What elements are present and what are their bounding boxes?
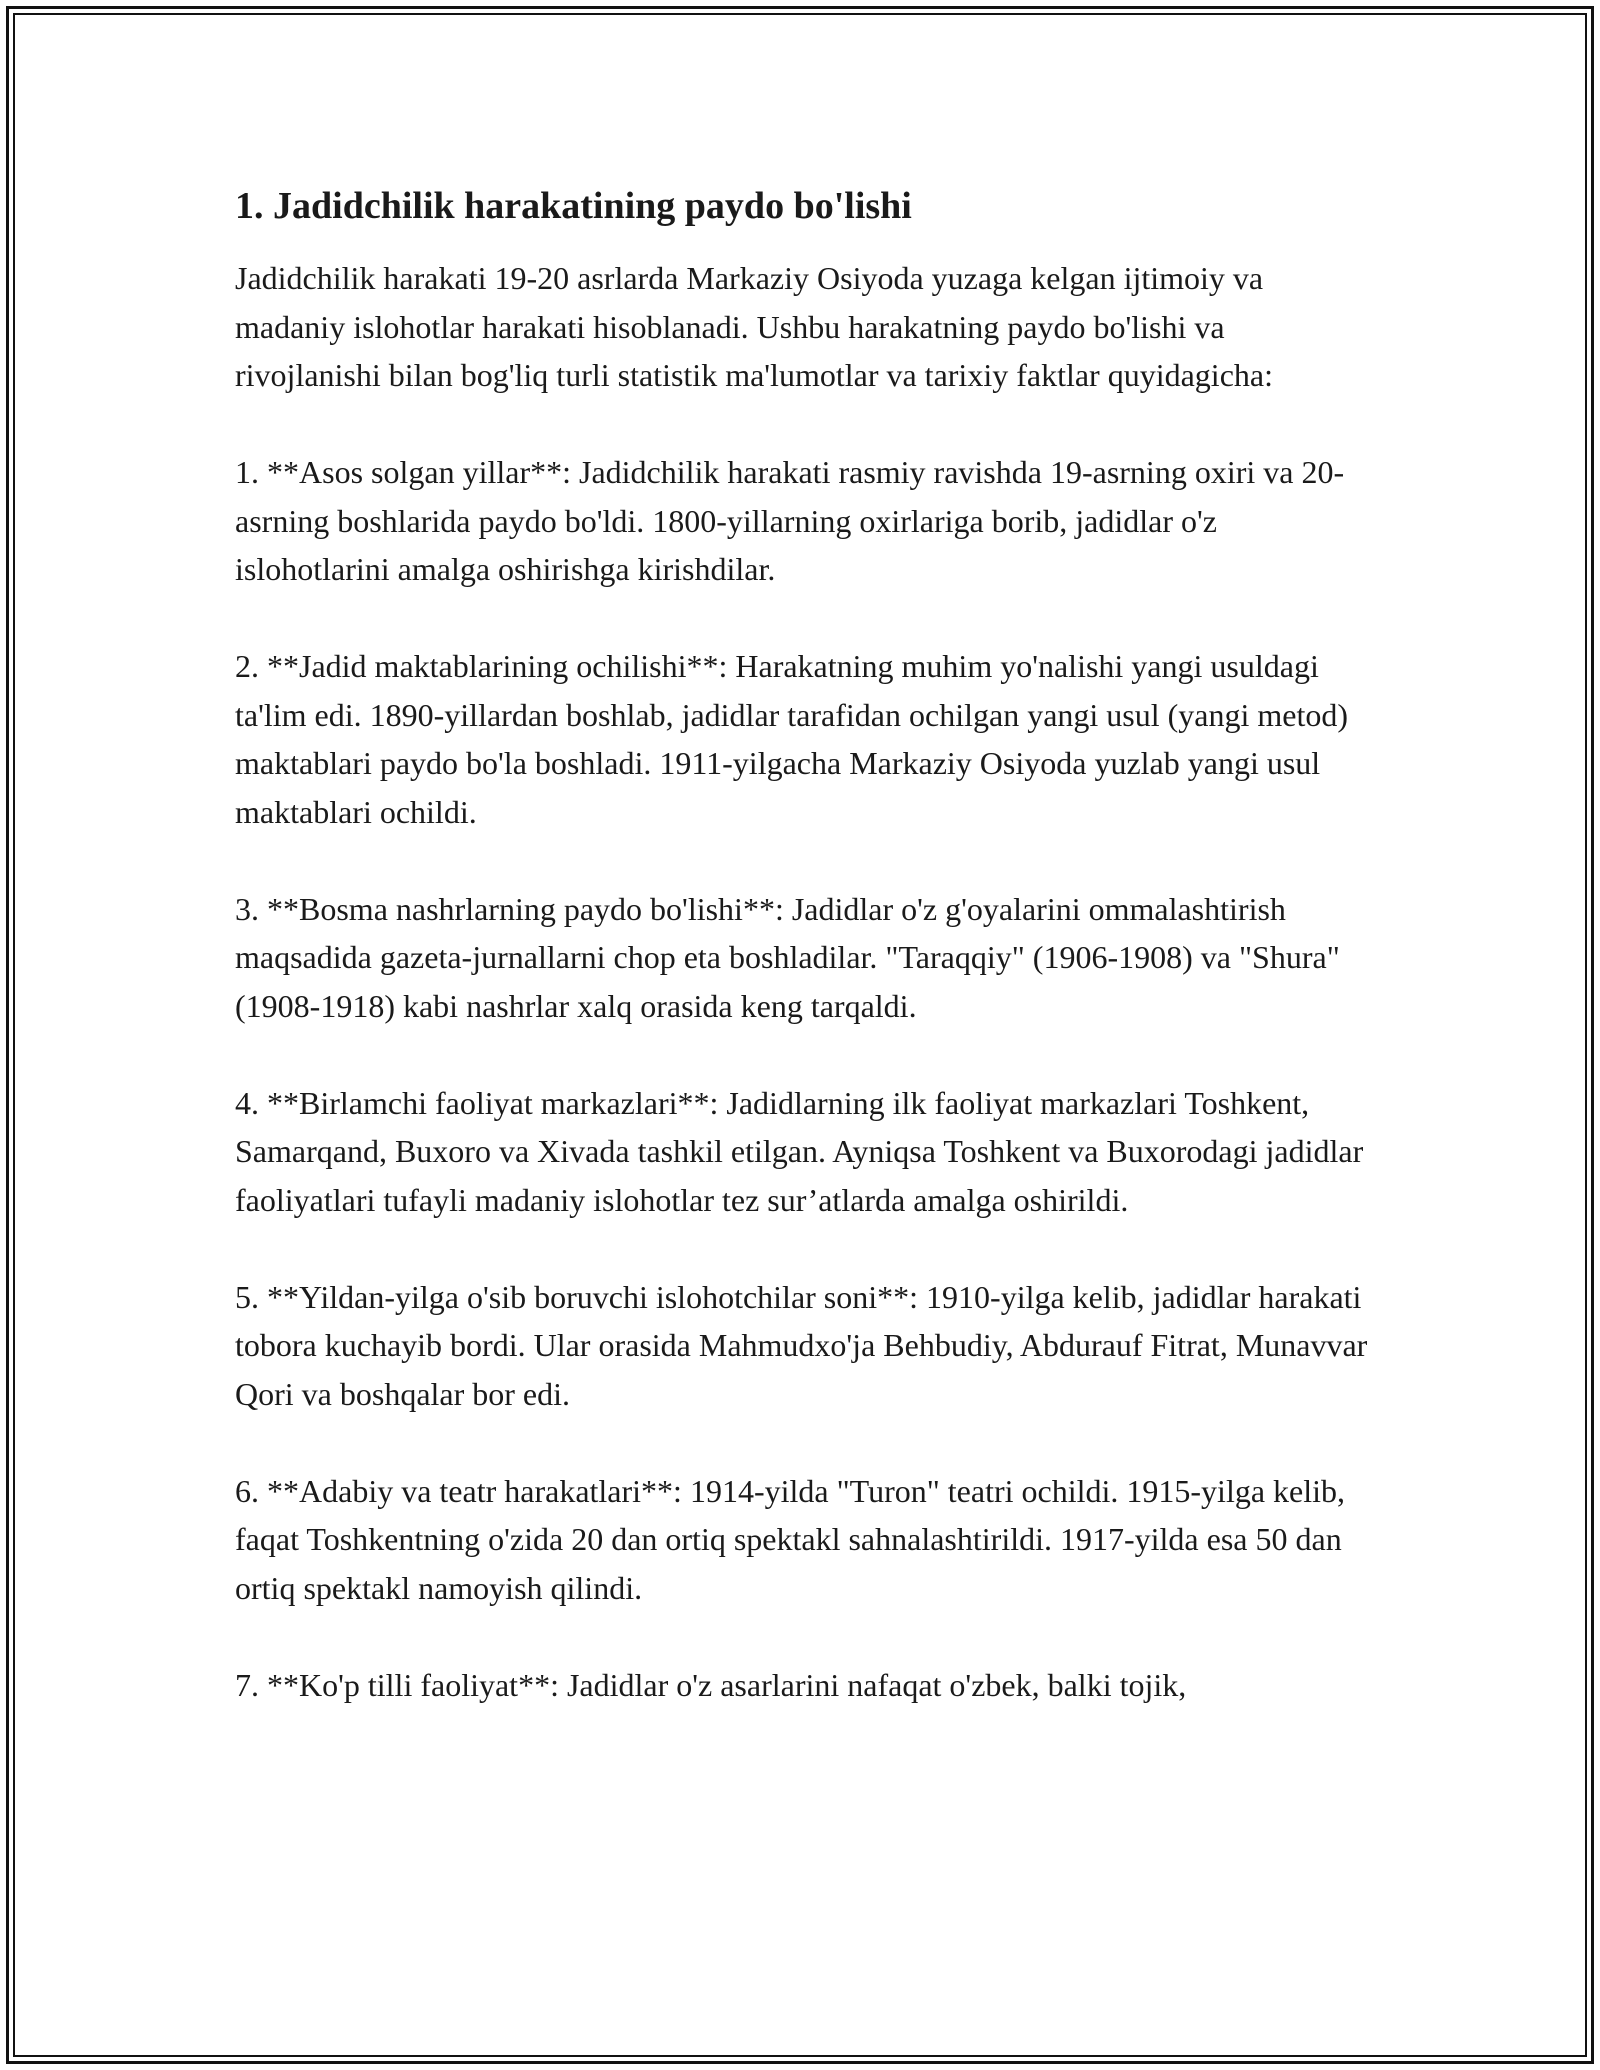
list-item-7: 7. **Ko'p tilli faoliyat**: Jadidlar o'z asarlarini nafaqat o'zbek, balki tojik, [235, 1666, 1187, 1703]
list-item-4: 4. **Birlamchi faoliyat markazlari**: Jadidlarning ilk faoliyat markazlari Toshkent, Samarqand, Buxoro va Xivada tashkil etilgan. Ayniqsa Toshkent va Buxorodagi jadidlar faoliyatlari tufayli madaniy islohotlar tez sur’atlarda amalga oshirildi. [235, 1084, 1364, 1218]
list-item-2: 2. **Jadid maktablarining ochilishi**: Harakatning muhim yo'nalishi yangi usuldagi ta'lim edi. 1890-yillardan boshlab, jadidlar tarafidan ochilgan yangi usul (yangi metod) maktablari paydo bo'la boshladi. 1911-yilgacha Markaziy Osiyoda yuzlab yangi usul maktablari ochildi. [235, 648, 1349, 830]
list-item-3: 3. **Bosma nashrlarning paydo bo'lishi**: Jadidlar o'z g'oyalarini ommalashtirish maqsadida gazeta-jurnallarni chop eta boshladilar. "Taraqqiy" (1906-1908) va "Shura" (1908-1918) kabi nashrlar xalq orasida keng tarqaldi. [235, 890, 1340, 1024]
intro-paragraph: Jadidchilik harakati 19-20 asrlarda Markaziy Osiyoda yuzaga kelgan ijtimoiy va madaniy islohotlar harakati hisoblanadi. Ushbu harakatning paydo bo'lishi va rivojlanishi bilan bog'liq turli statistik ma'lumotlar va tarixiy faktlar quyidagicha: [235, 260, 1273, 393]
document-body [235, 180, 1370, 1709]
list-item-6: 6. **Adabiy va teatr harakatlari**: 1914-yilda "Turon" teatri ochildi. 1915-yilga kelib, faqat Toshkentning o'zida 20 dan ortiq spektakl sahnalashtirildi. 1917-yilda esa 50 dan ortiq spektakl namoyish qilindi. [235, 1472, 1346, 1606]
list-item-5: 5. **Yildan-yilga o'sib boruvchi islohotchilar soni**: 1910-yilga kelib, jadidlar harakati tobora kuchayib bordi. Ular orasida Mahmudxo'ja Behbudiy, Abdurauf Fitrat, Munavvar Qori va boshqalar bor edi. [235, 1278, 1368, 1412]
section-heading: 1. Jadidchilik harakatining paydo bo'lishi [235, 185, 912, 227]
list-item-1: 1. **Asos solgan yillar**: Jadidchilik harakati rasmiy ravishda 19-asrning oxiri va 20-asrning boshlarida paydo bo'ldi. 1800-yillarning oxirlariga borib, jadidlar o'z islohotlarini amalga oshirishga kirishdilar. [235, 454, 1345, 587]
